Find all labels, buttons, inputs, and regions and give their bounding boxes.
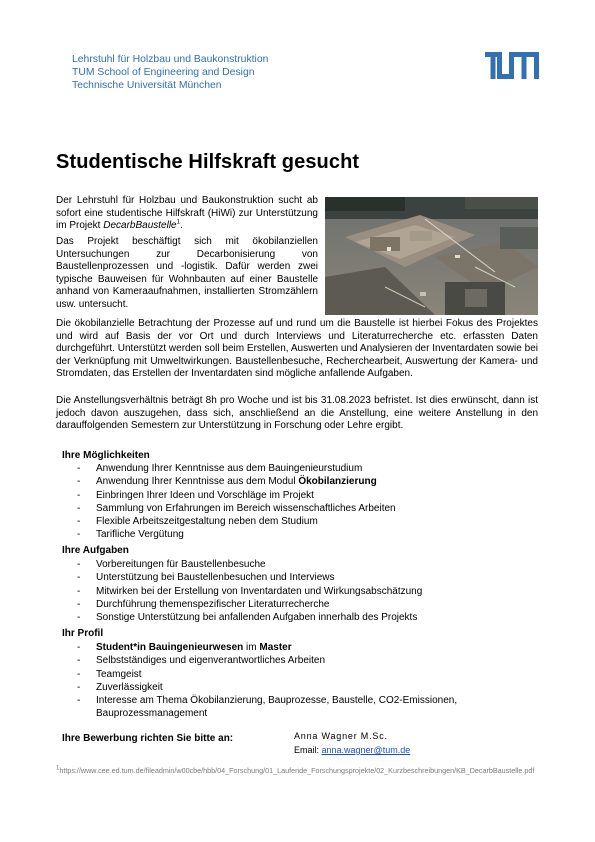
project-paragraph: Das Projekt beschäftigt sich mit ökobilanziellen Untersuchungen zur Decarbonisierung von Baustellenprozessen und -logistik. Dafür werden zwei typische Bauweisen für Wohnbauten auf einer Baustelle anhand von Kameraaufnahmen, installierten Stromzählern usw. untersucht. <box>56 236 318 310</box>
list-item: - Selbstständiges und eigenverantwortliches Arbeiten <box>77 655 326 667</box>
chair-header <box>72 53 268 92</box>
list-item: - Sonstige Unterstützung bei anfallenden Aufgaben innerhalb des Projekts <box>77 612 418 624</box>
list-item: - Anwendung Ihrer Kenntnisse aus dem Modul Ökobilanzierung <box>77 476 377 488</box>
profile-list <box>62 641 457 721</box>
list-item: - Sammlung von Erfahrungen im Bereich wissenschaftliches Arbeiten <box>77 502 396 514</box>
opportunities-list <box>62 462 396 542</box>
list-item: - Durchführung themenspezifischer Literaturrecherche <box>77 598 330 610</box>
university-name: Technische Universität München <box>72 80 222 91</box>
list-item: - Anwendung Ihrer Kenntnisse aus dem Bauingenieurstudium <box>77 463 363 474</box>
list-item: - Teamgeist <box>77 668 142 680</box>
list-item: - Interesse am Thema Ökobilanzierung, Bauprozesse, Baustelle, CO2-Emissionen, Bauprozessmanagement <box>77 695 458 720</box>
tasks-list <box>62 558 422 624</box>
school-name: TUM School of Engineering and Design <box>72 67 255 78</box>
footnote: $^1$https://www.cee.ed.tum.de/fileadmin/w00cbe/hbb/04_Forschung/01_Laufende_Forschungsprojekte/02_Kurzbeschreibungen/KB_DecarbBaustelle.pdf <box>56 765 535 775</box>
contact-name: Anna Wagner M.Sc. <box>294 731 388 741</box>
email-link[interactable]: anna.wagner@tum.de <box>321 745 411 755</box>
list-item: - Flexible Arbeitszeitgestaltung neben dem Studium <box>77 516 318 528</box>
contact-email-line: Email: anna.wagner@tum.de <box>294 745 411 755</box>
employment-paragraph: Die Anstellungsverhältnis beträgt 8h pro Woche und ist bis 31.08.2023 befristet. Ist dies erwünscht, dann ist jedoch davon auszugehen, dass sich, anschließend an die Anstellung, eine weitere Anstellung in den darauffolgenden Semestern zur Unterstützung in Forschung oder Lehre ergibt. <box>56 395 538 432</box>
list-item: - Student*in Bauingenieurwesen im Master <box>77 642 292 653</box>
section-heading-tasks: Ihre Aufgaben <box>62 545 129 556</box>
construction-site-photo <box>325 197 538 315</box>
list-item: - Einbringen Ihrer Ideen und Vorschläge im Projekt <box>77 489 314 501</box>
list-item: - Zuverlässigkeit <box>77 681 163 693</box>
focus-paragraph: Die ökobilanzielle Betrachtung der Prozesse auf und rund um die Baustelle ist hierbei Fokus des Projektes und wird auf Basis der vor Ort und durch Interviews und Literaturrecherche etc. erfassten Daten durchgeführt. Unterstützt werden soll beim Erstellen, Auswerten und Analysieren der Inventardaten sowie bei der Verknüpfung mit Umweltwirkungen. Baustellenbesuche, Recherchearbeit, Auswertung der Kamera- und Stromdaten, das Erstellen der Inventardaten sind mögliche anfallende Aufgaben. <box>56 318 538 380</box>
application-label: Ihre Bewerbung richten Sie bitte an: <box>62 733 234 744</box>
footnote-url[interactable]: https://www.cee.ed.tum.de/fileadmin/w00cbe/hbb/04_Forschung/01_Laufende_Forschungsprojekte/02_Kurzbeschreibungen/KB_DecarbBaustelle.pdf <box>59 766 535 775</box>
list-item: - Unterstützung bei Baustellenbesuchen und Interviews <box>77 572 335 584</box>
contact-block <box>294 729 410 757</box>
tum-logo <box>485 52 539 79</box>
section-heading-opportunities: Ihre Möglichkeiten <box>62 450 150 461</box>
section-heading-profile: Ihr Profil <box>62 628 104 639</box>
chair-name: Lehrstuhl für Holzbau und Baukonstruktion <box>72 54 269 65</box>
list-item: - Vorbereitungen für Baustellenbesuche <box>77 559 266 570</box>
page-title: Studentische Hilfskraft gesucht <box>56 151 360 173</box>
intro-paragraph: Der Lehrstuhl für Holzbau und Baukonstruktion sucht ab sofort eine studentische Hilfskraft (HiWi) zur Unterstützung im Projekt DecarbBaustelle$^1$. <box>56 195 318 232</box>
list-item: - Tarifliche Vergütung <box>77 529 184 541</box>
list-item: - Mitwirken bei der Erstellung von Inventardaten und Wirkungsabschätzung <box>77 585 423 597</box>
